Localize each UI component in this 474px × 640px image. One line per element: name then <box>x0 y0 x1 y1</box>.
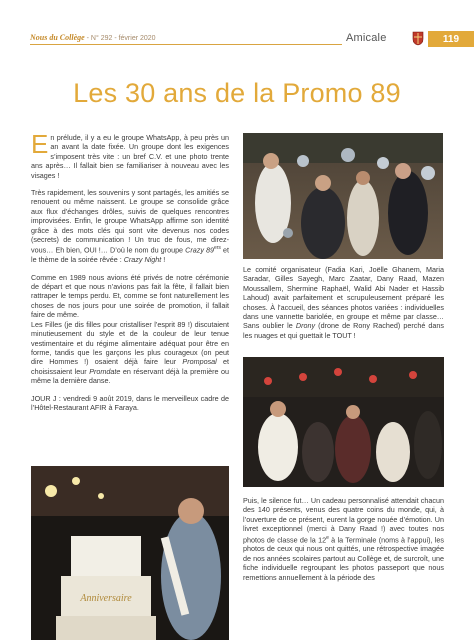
page-number: 119 <box>428 31 474 47</box>
header-rule <box>30 44 342 45</box>
right-column-bottom <box>243 496 444 582</box>
intro-paragraph: En prélude, il y a eu le groupe WhatsApp, à peu près un an avant la date fixée. Un groupe dont les exigences s’imposent très vite : un bref C.V. et une photo trente ans après… Il fallait bien se familiariser à nouveau avec les visages ! <box>31 129 229 180</box>
magazine-name: Nous du Collège <box>30 33 85 42</box>
dance-floor-photo <box>243 357 444 487</box>
paragraph: Comme en 1989 nous avions été privés de notre cérémonie de départ et que nous n’avions pas fait la fête, il fallait bien rattraper le temps perdu. Et, comme se font naturellement les choses de nos jours pour une soirée de promotion, il fallait faire de même. <box>31 272 229 320</box>
paragraph: Le comité organisateur (Fadia Kari, Joëlle Ghanem, Maria Saradar, Gilles Sayegh, Marc Zaatar, Dany Raad, Mazen Moussallem, Shermine Raphaël, Walid Abi Nader et Hassib Lahoud) avait parfaitement et scrupuleusement préparé les choses. À l’accueil, des séances photos variées : individuelles dans une vannette bariolée, en groupe et même par classe… Sans oublier le Drony (drone de Rony Rached) perché dans les nuages et qui guettait le TOUT ! <box>243 265 445 340</box>
paragraph: Puis, le silence fut… Un cadeau personnalisé attendait chacun des 140 présents, venus des quatre coins du monde, qui, à l’ouverture de ce présent, eurent la gorge nouée d’émotion. Un livret exceptionnel (merci à Dany Raad !) avec toutes nos photos de classe de la 12e à la Terminale (noms à l’appui), les photos de ceux qui nous ont quittés, une rétrospective imagée de nos années scolaires partout au Collège et, de surcroît, une fiche individuelle regroupant les photos passeport que nous remettions annuellement à la période des <box>243 496 444 582</box>
cake-photo <box>31 466 229 640</box>
paragraph: Très rapidement, les souvenirs y sont partagés, les amitiés se renouent ou même naissent. Le groupe se consolide grâce aux flux d’échanges drôles, suivis de quelques rencontres improvisées. Enfin, le groupe WhatsApp affirme son identité grâce à des mots clés qui sont vite devenus nos codes (secrets) de communication ! Un truc de fous, me direz-vous… Eh bien, OUI !… D’où le nom du groupe Crazy 89ers et le thème de la soirée rêvée : Crazy Night ! <box>31 188 230 265</box>
left-column <box>31 129 230 412</box>
magazine-header <box>30 33 156 42</box>
right-column-top <box>243 265 444 340</box>
paragraph: JOUR J : vendredi 9 août 2019, dans le merveilleux cadre de l’Hôtel-Restaurant AFIR à Faraya. <box>31 393 229 412</box>
paragraph: Les Filles (je dis filles pour cristalliser l’esprit 89 !) discutaient minutieusement du style et de la couleur de leur tenue vestimentaire et du régime alimentaire adéquat pour être en forme, tandis que les garçons les plus courageux (on peut dire Hommes !) osaient déjà faire leur Promposal et choisissaient leur Promdate en réservant déjà la première ou même la dernière danse. <box>31 319 229 386</box>
party-crowd-photo <box>243 133 443 259</box>
issue-info: - N° 292 - février 2020 <box>84 35 156 42</box>
article-title: Les 30 ans de la Promo 89 <box>73 78 401 108</box>
drop-cap: E <box>31 129 49 159</box>
cake-text: Anniversaire <box>80 593 132 604</box>
school-crest-icon <box>412 31 424 46</box>
section-name: Amicale <box>346 32 387 44</box>
